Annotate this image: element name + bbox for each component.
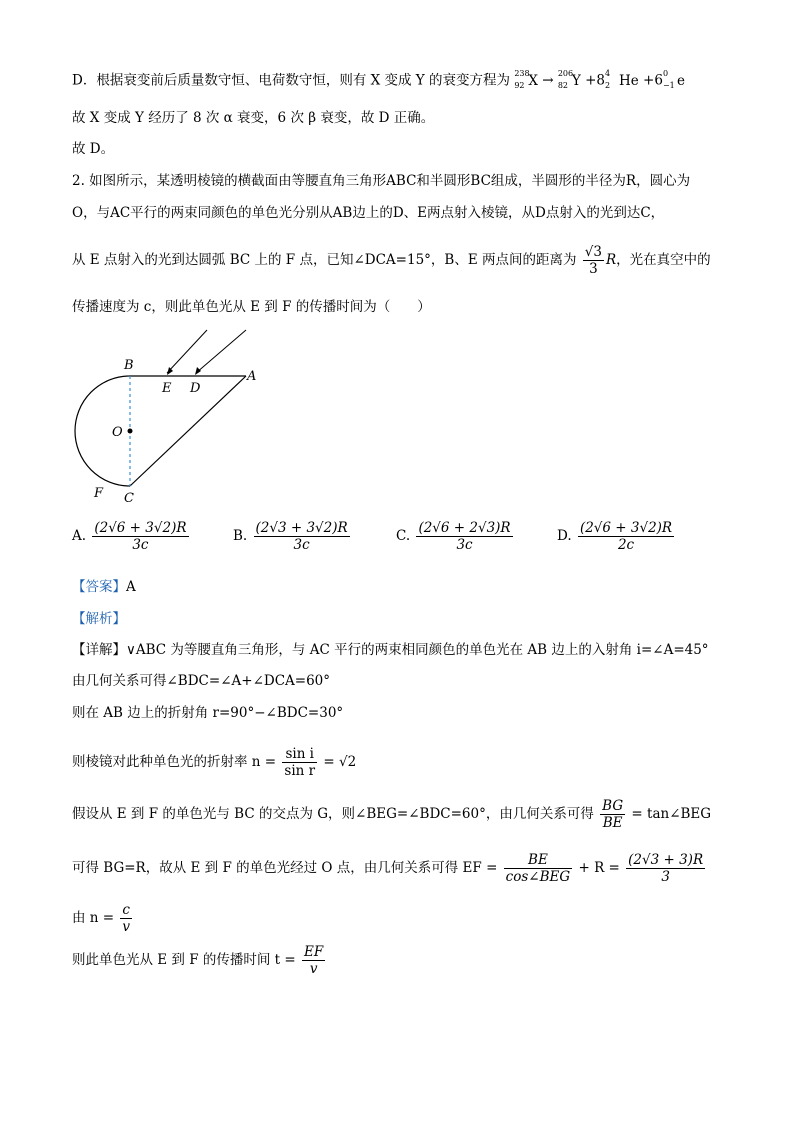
analysis-label-text: 【解析】 <box>72 611 126 627</box>
ef-fraction-2: $\frac{(2√3 + 3)R}{3}$ <box>628 852 704 885</box>
label-e: E <box>162 381 172 396</box>
e-coef: +6 <box>643 72 663 89</box>
solution-text-1: ∨ABC 为等腰直角三角形，与 AC 平行的两束相同颜色的单色光在 AB 边上的入射角 i=∠A=45° <box>126 642 709 658</box>
choice-a[interactable] <box>72 520 191 553</box>
choice-c-letter: C. <box>396 528 411 544</box>
analysis-label <box>72 609 126 629</box>
label-d: D <box>190 381 201 396</box>
detail-label: 【详解】 <box>72 642 126 658</box>
choice-d-fraction: $\frac{(2√6 + 3√2)R}{2c}$ <box>579 520 673 553</box>
refraction-fraction: $\frac{\text{sin i}}{\text{sin r}}$ <box>284 746 316 779</box>
solution-line-2: 由几何关系可得∠BDC=∠A+∠DCA=60° <box>72 673 331 689</box>
solution-text-6: 可得 BG=R，故从 E 到 F 的单色光经过 O 点，由几何关系可得 EF = <box>72 860 498 876</box>
choice-d-letter: D. <box>557 528 572 544</box>
he-coef: +8 <box>585 72 605 89</box>
solution-text-5: 假设从 E 到 F 的单色光与 BC 的交点为 G，则∠BEG=∠BDC=60°，由几何关系可得 <box>72 806 594 822</box>
center-o-dot <box>128 429 133 434</box>
solution-text-4: 则棱镜对此种单色光的折射率 n = <box>72 754 277 770</box>
choice-a-fraction: $\frac{(2√6 + 3√2)R}{3c}$ <box>94 520 187 553</box>
edge-ac <box>130 376 246 486</box>
question-line-3-tail: ，光在真空中的 <box>616 252 711 268</box>
choice-b-fraction: $\frac{(2√3 + 3√2)R}{3c}$ <box>255 520 348 553</box>
choice-b-letter: B. <box>233 528 248 544</box>
choice-c[interactable] <box>396 520 515 553</box>
label-a: A <box>247 369 257 384</box>
n-fraction: $\frac{c}{v}$ <box>122 902 131 935</box>
prism-figure <box>66 320 266 510</box>
nuclide-y: 206 82 Y <box>557 69 581 90</box>
nuclide-he: 4 2 He <box>604 69 639 90</box>
be-fraction: $\frac{√3}{3}$ <box>584 244 602 277</box>
label-c: C <box>124 491 134 506</box>
solution-line-5 <box>72 798 711 831</box>
bg-be-fraction: $\frac{BG}{BE}$ <box>602 798 624 831</box>
ef-plus-r: + R = <box>578 860 620 876</box>
arrowhead-d <box>195 367 201 375</box>
solution-line-1 <box>72 640 709 660</box>
d-final: 故 D。 <box>72 141 115 157</box>
question-line-3-text: 从 E 点射入的光到达圆弧 BC 上的 F 点，已知∠DCA=15°，B、E 两点间的距离为 <box>72 252 577 268</box>
d-option-line <box>72 70 685 92</box>
question-line-2: O，与AC平行的两束同颜色的单色光分别从AB边上的D、E两点射入棱镜，从D点射入的光到达C， <box>72 205 665 221</box>
ef-fraction-1: $\frac{BE}{\text{cos∠BEG}}$ <box>505 852 571 885</box>
solution-line-3: 则在 AB 边上的折射角 r=90°−∠BDC=30° <box>72 705 344 721</box>
nuclide-e: 0 −1 e <box>662 69 685 90</box>
solution-text-8: 则此单色光从 E 到 F 的传播时间 t = <box>72 952 296 968</box>
solution-line-8 <box>72 944 327 977</box>
label-f: F <box>94 486 104 501</box>
refraction-value: = √2 <box>323 754 357 770</box>
choice-a-letter: A. <box>72 528 87 544</box>
solution-line-4 <box>72 746 356 779</box>
nuclide-x: 238 92 X <box>514 69 538 90</box>
t-fraction: $\frac{EF}{v}$ <box>304 944 324 977</box>
answer-label: 【答案】 <box>72 579 126 595</box>
d-option-text: D．根据衰变前后质量数守恒、电荷数守恒，则有 X 变成 Y 的衰变方程为 <box>72 72 511 89</box>
answer-value: A <box>126 579 136 595</box>
question-line-4: 传播速度为 c，则此单色光从 E 到 F 的传播时间为（ ） <box>72 299 431 315</box>
answer-line <box>72 577 136 597</box>
tan-expression: = tan∠BEG <box>631 806 712 822</box>
choice-d[interactable] <box>557 520 676 553</box>
be-fraction-tail: R <box>606 252 617 268</box>
choice-c-fraction: $\frac{(2√6 + 2√3)R}{3c}$ <box>418 520 511 553</box>
solution-text-7: 由 n = <box>72 910 115 926</box>
d-conclusion: 故 X 变成 Y 经历了 8 次 α 衰变，6 次 β 衰变，故 D 正确。 <box>72 110 435 126</box>
choice-b[interactable] <box>233 520 352 553</box>
question-line-3 <box>72 244 711 277</box>
light-ray-d <box>196 330 246 373</box>
label-o: O <box>112 425 123 440</box>
light-ray-e <box>167 330 207 373</box>
arrow: → <box>542 72 554 89</box>
label-b: B <box>124 358 134 373</box>
solution-line-6 <box>72 852 707 885</box>
question-line-1: 2. 如图所示，某透明棱镜的横截面由等腰直角三角形ABC和半圆形BC组成，半圆形的半径为R，圆心为 <box>72 173 691 189</box>
solution-line-7 <box>72 902 134 935</box>
